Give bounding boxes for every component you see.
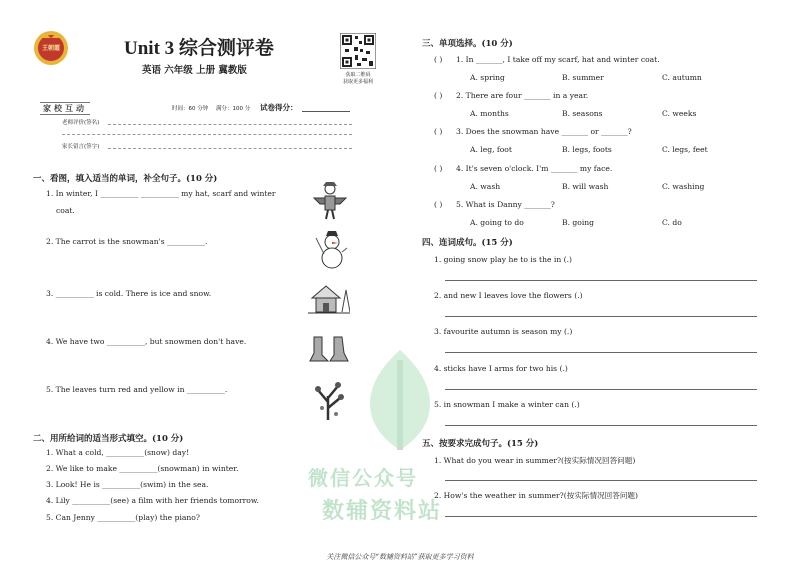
mc-answer-paren[interactable]: ( ) [434,55,443,64]
mc-option-b[interactable]: B. summer [562,73,604,82]
watermark-line2: 数辅资料站 [322,499,443,524]
mc-option-a[interactable]: A. months [470,109,509,118]
home-school-badge: 家校互动 [40,102,90,115]
mc-answer-paren[interactable]: ( ) [434,164,443,173]
mc-option-a[interactable]: A. going to do [470,218,524,227]
info-box [36,100,356,154]
score-label: 试卷得分： [260,103,298,112]
part4-q5: 5. in snowman I make a winter can (.) [434,400,580,409]
teacher-comment-label: 老师评价(签名) [62,120,100,126]
score-blank[interactable] [302,111,350,112]
section-5-title: 五、按要求完成句子。(15 分) [422,439,539,449]
winter-house-icon [306,280,350,316]
mc-question-text: 1. In _______, I take off my scarf, hat and winter coat. [456,55,660,64]
mc-option-a[interactable]: A. leg, foot [470,145,512,154]
mc-option-c[interactable]: C. weeks [662,109,697,118]
mc-option-c[interactable]: C. do [662,218,682,227]
section-4-title: 四、连词成句。(15 分) [422,238,513,248]
part1-q5: 5. The leaves turn red and yellow in __________. [46,385,228,394]
mc-question-text: 3. Does the snowman have _______ or _______? [456,127,632,136]
part2-q4: 4. Lily __________(see) a film with her friends tomorrow. [46,496,259,505]
section-3-title: 三、单项选择。(10 分) [422,39,513,49]
part1-q4: 4. We have two __________, but snowmen don't have. [46,337,247,346]
mc-option-c[interactable]: C. washing [662,182,705,191]
mc-option-a[interactable]: A. wash [470,182,501,191]
watermark-line1: 微信公众号 [308,466,418,490]
mc-option-b[interactable]: B. will wash [562,182,609,191]
scarecrow-icon [310,180,350,220]
time-text: 时间：60 分钟 [172,106,209,112]
mc-option-c[interactable]: C. legs, feet [662,145,708,154]
mc-option-b[interactable]: B. seasons [562,109,603,118]
part4-answer-line-1[interactable] [445,280,757,281]
part4-answer-line-5[interactable] [445,425,757,426]
part2-q2: 2. We like to make __________(snowman) in winter. [46,464,239,473]
parent-comment-line[interactable] [108,148,352,149]
part4-q4: 4. sticks have I arms for two his (.) [434,364,568,373]
section-2-title: 二、用所给词的适当形式填空。(10 分) [33,434,184,444]
mc-answer-paren[interactable]: ( ) [434,200,443,209]
mc-answer-paren[interactable]: ( ) [434,127,443,136]
publisher-logo [33,30,69,66]
page-title: Unit 3 综合测评卷 [124,38,274,59]
mc-answer-paren[interactable]: ( ) [434,91,443,100]
part5-answer-line-1[interactable] [445,480,757,481]
part4-q1: 1. going snow play he to is the in (.) [434,255,572,264]
section-1-title: 一、看图，填入适当的单词，补全句子。(10 分) [33,174,218,184]
part1-q3: 3. __________ is cold. There is ice and snow. [46,289,212,298]
qr-caption-1: 获取二维码 [345,72,371,78]
part2-q5: 5. Can Jenny __________(play) the piano? [46,513,200,522]
part4-q2: 2. and new I leaves love the flowers (.) [434,291,583,300]
snowman-icon [312,230,348,270]
qr-code-icon[interactable] [340,33,376,69]
mc-question-text: 5. What is Danny _______? [456,200,555,209]
qr-caption-2: 获取更多福利 [342,79,373,85]
part1-q2: 2. The carrot is the snowman's __________. [46,237,208,246]
feet-icon [308,335,350,365]
part4-q3: 3. favourite autumn is season my (.) [434,327,573,336]
mc-question-text: 4. It's seven o'clock. I'm _______ my face. [456,164,613,173]
part5-q2: 2. How's the weather in summer?(按实际情况回答问题) [434,491,638,500]
autumn-tree-icon [308,378,350,422]
part4-answer-line-4[interactable] [445,389,757,390]
part2-q3: 3. Look! He is __________(swim) in the sea. [46,480,209,489]
teacher-comment-line-2[interactable] [62,134,352,135]
teacher-comment-line[interactable] [108,124,352,125]
part4-answer-line-3[interactable] [445,352,757,353]
mc-option-b[interactable]: B. going [562,218,595,227]
part1-q1-cont: coat. [56,206,75,215]
mc-question-text: 2. There are four _______ in a year. [456,91,589,100]
mc-option-c[interactable]: C. autumn [662,73,702,82]
footer-note: 关注微信公众号“数辅资料站”获取更多学习资料 [326,553,474,561]
part4-answer-line-2[interactable] [445,316,757,317]
mc-option-a[interactable]: A. spring [470,73,505,82]
part1-q1: 1. In winter, I __________ __________ my hat, scarf and winter [46,189,276,198]
part5-q1: 1. What do you wear in summer?(按实际情况回答问题) [434,456,636,465]
parent-comment-label: 家长留言(签字) [62,144,100,150]
page-subtitle: 英语 六年级 上册 冀教版 [142,65,247,76]
part2-q1: 1. What a cold, __________(snow) day! [46,448,190,457]
mc-option-b[interactable]: B. legs, foots [562,145,612,154]
part5-answer-line-2[interactable] [445,516,757,517]
full-score-text: 满分：100 分 [216,106,251,112]
logo-text: 王朝霞 [41,45,60,52]
